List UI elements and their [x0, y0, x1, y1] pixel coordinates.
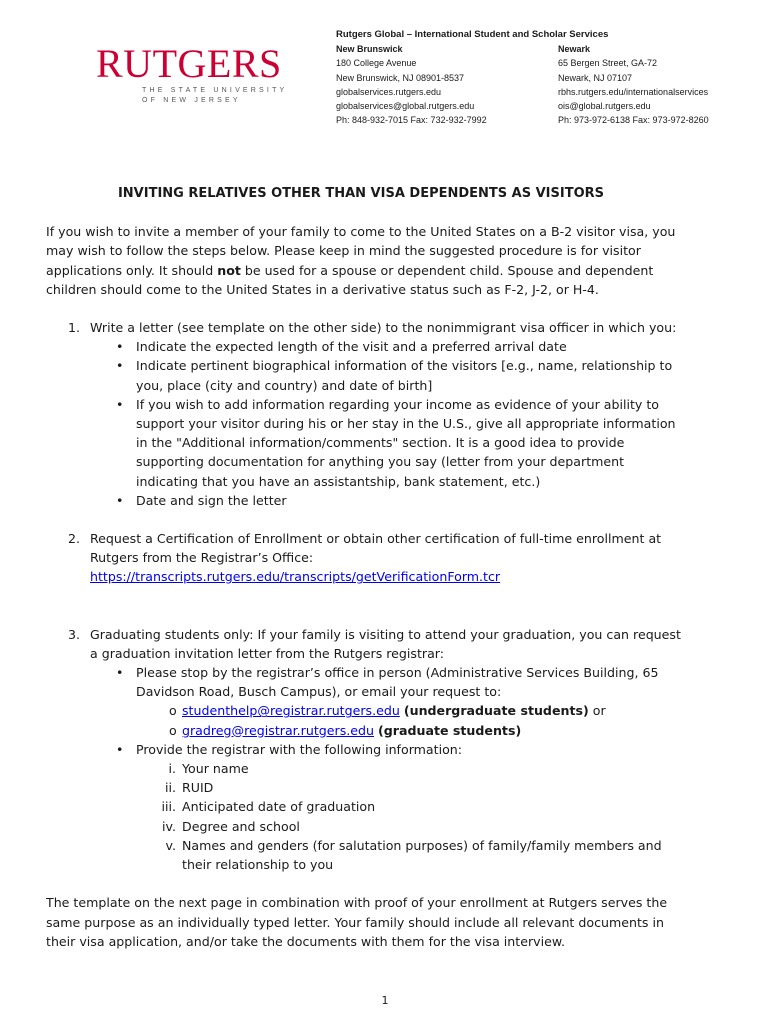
list-item [90, 395, 686, 491]
list-item [90, 491, 686, 510]
list-item [90, 337, 686, 356]
bullet-icon: • [116, 396, 124, 412]
roman-item [46, 817, 686, 836]
roman-numeral: i. [168, 761, 176, 777]
email-note: (graduate students) [378, 722, 522, 738]
bullet-text: Provide the registrar with the following information: [136, 741, 463, 757]
bullet-icon: • [116, 492, 124, 508]
verification-form-link[interactable]: https://transcripts.rutgers.edu/transcripts/getVerificationForm.tcr [90, 569, 501, 585]
newark-address [558, 42, 758, 127]
roman-item [46, 778, 686, 797]
roman-text: Degree and school [182, 818, 300, 834]
logo-wordmark: RUTGERS [96, 41, 282, 86]
page-number: 1 [381, 994, 389, 1007]
roman-numeral: v. [165, 837, 176, 853]
email-note: (undergraduate students) [403, 703, 589, 719]
circle-bullet-icon: o [169, 722, 177, 738]
roman-item [46, 759, 686, 778]
step-number: 2. [68, 531, 81, 547]
roman-text: Your name [182, 761, 249, 777]
step-number: 1. [68, 320, 81, 336]
intro-text: If you wish to invite a member of your family to come to the United States on a B-2 visitor visa, you may wish to follow the steps below. Please keep in mind the suggested procedure is for visitor applications only. It should [46, 224, 676, 278]
address-line: 180 College Avenue [336, 58, 417, 69]
document-body [46, 184, 686, 951]
website: rbhs.rutgers.edu/internationalservices [558, 86, 709, 97]
phone-fax: Ph: 848-932-7015 Fax: 732-932-7992 [336, 115, 487, 126]
step-text: Write a letter (see template on the other side) to the nonimmigrant visa officer in which you: [90, 320, 677, 336]
letterhead [336, 28, 758, 127]
closing-paragraph: The template on the next page in combination with proof of your enrollment at Rutgers serves the same purpose as an individually typed letter. Your family should include all relevant documents in their visa application, and/or take the documents with them for the visa interview. [46, 895, 668, 949]
address-line: 65 Bergen Street, GA-72 [558, 58, 658, 69]
step-text: Graduating students only: If your family is visiting to attend your graduation, you can request a graduation invitation letter from the Rutgers registrar: [90, 626, 681, 661]
website: globalservices.rutgers.edu [336, 86, 442, 97]
roman-numeral: iv. [162, 818, 176, 834]
list-item [90, 740, 686, 759]
step-1 [46, 318, 686, 337]
intro-emphasis: not [217, 262, 241, 278]
bullet-icon: • [116, 339, 124, 355]
email-option-undergrad [46, 701, 686, 720]
address-line: New Brunswick, NJ 08901-8537 [336, 72, 465, 83]
roman-item [46, 836, 686, 874]
new-brunswick-address [336, 42, 558, 127]
address-line: Newark, NJ 07107 [558, 72, 633, 83]
bullet-text: Date and sign the letter [136, 492, 287, 508]
phone-fax: Ph: 973-972-6138 Fax: 973-972-8260 [558, 115, 709, 126]
city-name: New Brunswick [336, 44, 403, 55]
step-1-bullets [46, 337, 686, 510]
email: ois@global.rutgers.edu [558, 101, 651, 112]
bullet-icon: • [116, 741, 124, 757]
step-3-bullets [46, 663, 686, 701]
bullet-icon: • [116, 358, 124, 374]
bullet-text: Indicate pertinent biographical information of the visitors [e.g., name, relationship to you, place (city and country) and date of birth] [136, 358, 673, 393]
bullet-text: If you wish to add information regarding your income as evidence of your ability to support your visitor during his or her stay in the U.S., give all appropriate information in the "Additional information/comments" section. It is a good idea to provide supporting documentation for anything you say (letter from your department indicating that you have an assistantship, bank statement, etc.) [136, 396, 676, 489]
roman-text: Anticipated date of graduation [182, 799, 376, 815]
email: globalservices@global.rutgers.edu [336, 101, 475, 112]
list-item [90, 356, 686, 394]
logo-subtitle-line1: THE STATE UNIVERSITY [142, 87, 288, 94]
roman-numeral: ii. [164, 780, 176, 796]
step-number: 3. [68, 626, 81, 642]
logo-subtitle-line2: OF NEW JERSEY [142, 97, 241, 104]
gradreg-email-link[interactable]: gradreg@registrar.rutgers.edu [182, 722, 374, 738]
roman-item [46, 797, 686, 816]
org-name: Rutgers Global – International Student and Scholar Services [336, 29, 609, 40]
roman-text: RUID [182, 780, 214, 796]
email-option-grad [46, 721, 686, 740]
roman-text: Names and genders (for salutation purposes) of family/family members and their relationship to you [182, 837, 662, 873]
list-item [90, 663, 686, 701]
bullet-icon: • [116, 665, 124, 681]
intro-paragraph [46, 222, 686, 299]
step-3 [46, 625, 686, 663]
circle-bullet-icon: o [169, 703, 177, 719]
city-name: Newark [558, 44, 591, 55]
studenthelp-email-link[interactable]: studenthelp@registrar.rutgers.edu [182, 703, 400, 719]
bullet-text: Indicate the expected length of the visit and a preferred arrival date [136, 339, 567, 355]
step-text: Request a Certification of Enrollment or obtain other certification of full-time enrollment at Rutgers from the Registrar’s Office: [90, 531, 662, 566]
step-2 [46, 529, 686, 587]
document-title: INVITING RELATIVES OTHER THAN VISA DEPENDENTS AS VISITORS [117, 186, 605, 201]
step-3-bullet-2 [46, 740, 686, 759]
intro-text: be used for a spouse or dependent child. Spouse and dependent children should come to the United States in a derivative status such as F-2, J-2, or H-4. [46, 262, 654, 297]
bullet-text: Please stop by the registrar’s office in person (Administrative Services Building, 65 Davidson Road, Busch Campus), or email your request to: [136, 665, 659, 700]
roman-numeral: iii. [161, 799, 176, 815]
or-text: or [588, 703, 606, 719]
